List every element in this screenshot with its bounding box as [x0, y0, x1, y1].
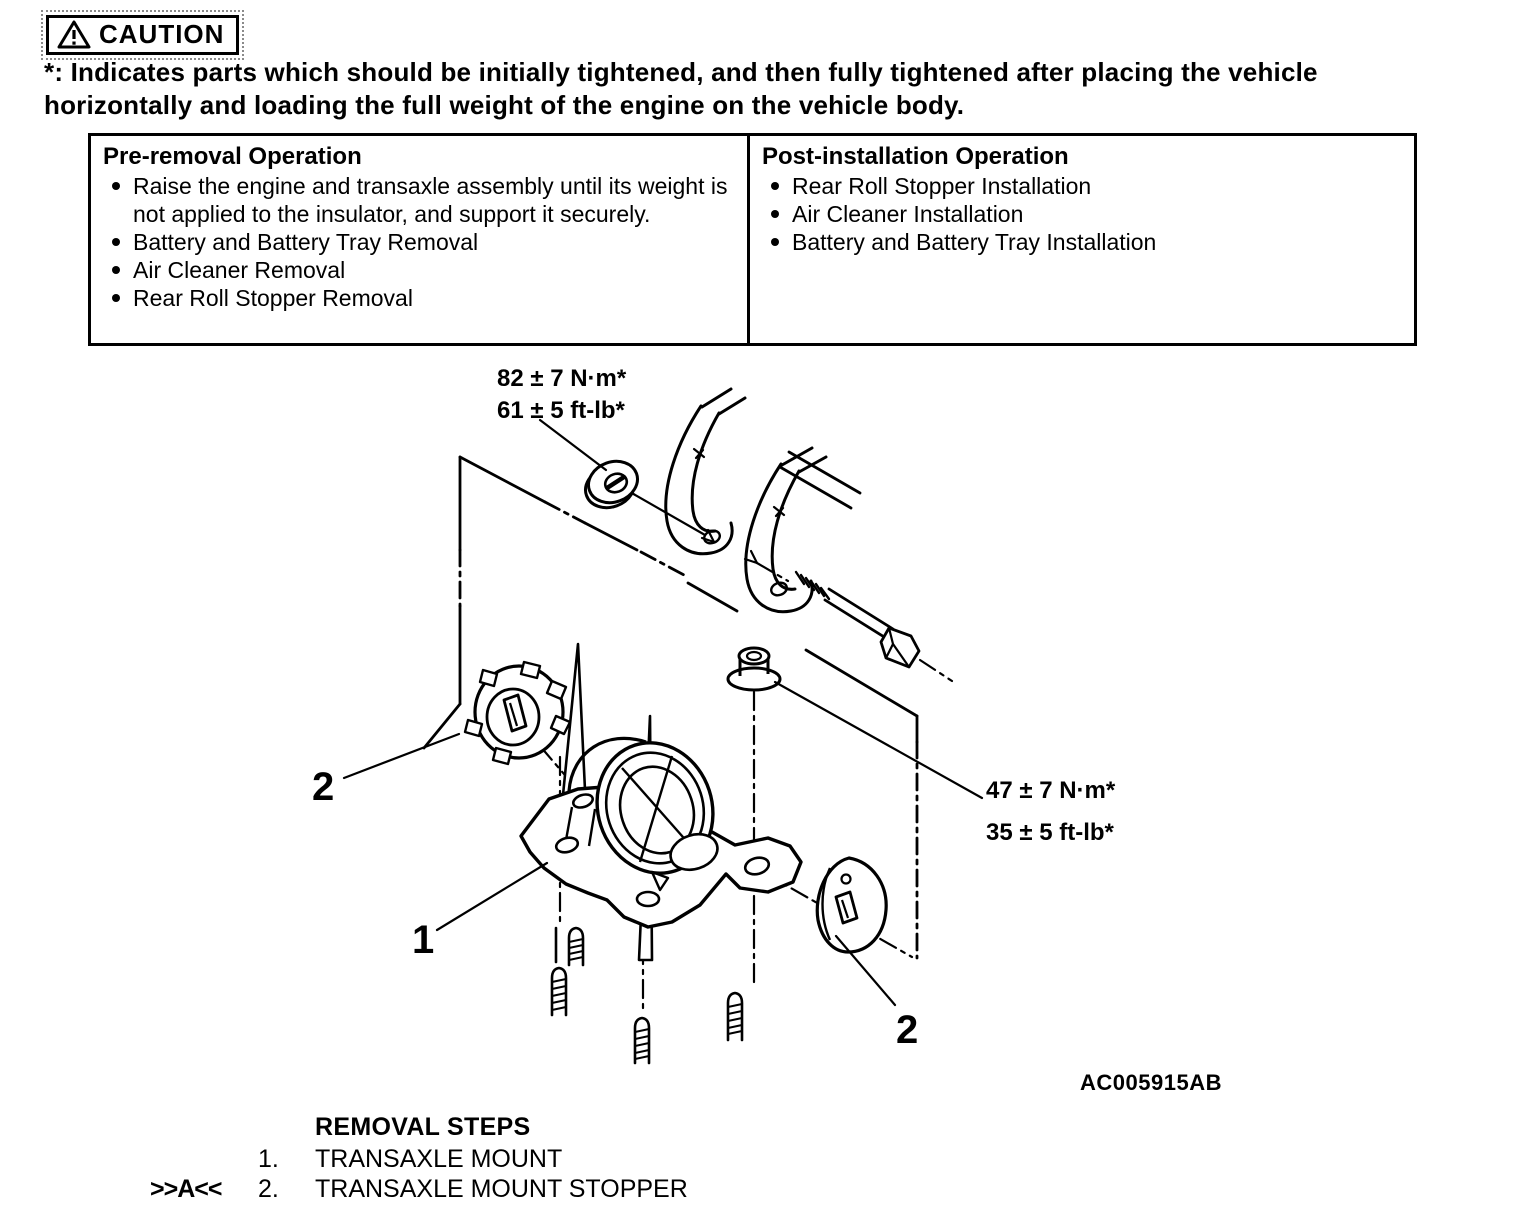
list-item: Rear Roll Stopper Installation: [762, 172, 1404, 200]
pre-removal-title: Pre-removal Operation: [103, 143, 362, 170]
callout-2-left: 2: [312, 765, 335, 809]
body-bracket-left: [666, 389, 745, 554]
step-marker: [150, 1144, 258, 1174]
leader-callout-1: [437, 863, 547, 930]
post-installation-title: Post-installation Operation: [762, 143, 1069, 170]
leader-torque-right: [775, 682, 982, 798]
list-item: Battery and Battery Tray Removal: [103, 228, 737, 256]
leader-torque-top: [540, 420, 606, 470]
removal-steps-title: REMOVAL STEPS: [315, 1113, 531, 1141]
leader-callout-2-left: [344, 734, 459, 778]
step-marker: >>A<<: [150, 1175, 222, 1203]
through-bolt-drawing: [796, 572, 919, 667]
removal-steps: [150, 1112, 910, 1204]
tightening-note: *: Indicates parts which should be initially tightened, and then fully tightened after placing the vehicle horizontally and loading the full weight of the engine on the vehicle body.: [44, 57, 1318, 120]
step-number: 2.: [258, 1175, 279, 1203]
torque-label-top-line2: 61 ± 5 ft-lb*: [497, 397, 625, 424]
step-number: 1.: [258, 1145, 279, 1173]
figure-code: AC005915AB: [1080, 1070, 1222, 1095]
list-item: Air Cleaner Removal: [103, 256, 737, 284]
step-row: [150, 1144, 910, 1174]
torque-label-right-line2: 35 ± 5 ft-lb*: [986, 819, 1114, 846]
callout-2-right: 2: [896, 1008, 919, 1052]
callout-1: 1: [412, 918, 435, 962]
list-item: Raise the engine and transaxle assembly until its weight is not applied to the insulator, and support it securely.: [103, 172, 737, 228]
list-item: Rear Roll Stopper Removal: [103, 284, 737, 312]
torque-label-top-line1: 82 ± 7 N·m*: [497, 365, 627, 392]
axis-bolt-rear: [920, 660, 952, 681]
list-item: Battery and Battery Tray Installation: [762, 228, 1404, 256]
list-item: Air Cleaner Installation: [762, 200, 1404, 228]
left-mount-stopper-drawing: [465, 662, 570, 764]
step-label: TRANSAXLE MOUNT STOPPER: [315, 1175, 688, 1203]
step-row: [150, 1174, 910, 1204]
caution-label: CAUTION: [99, 19, 225, 49]
right-mount-stopper-drawing: [817, 858, 886, 952]
mount-nut-drawing: [580, 455, 644, 515]
torque-label-right-line1: 47 ± 7 N·m*: [986, 777, 1116, 804]
step-label: TRANSAXLE MOUNT: [315, 1145, 563, 1173]
flange-nut-drawing: [728, 648, 780, 690]
transaxle-mount-drawing: [521, 728, 801, 927]
